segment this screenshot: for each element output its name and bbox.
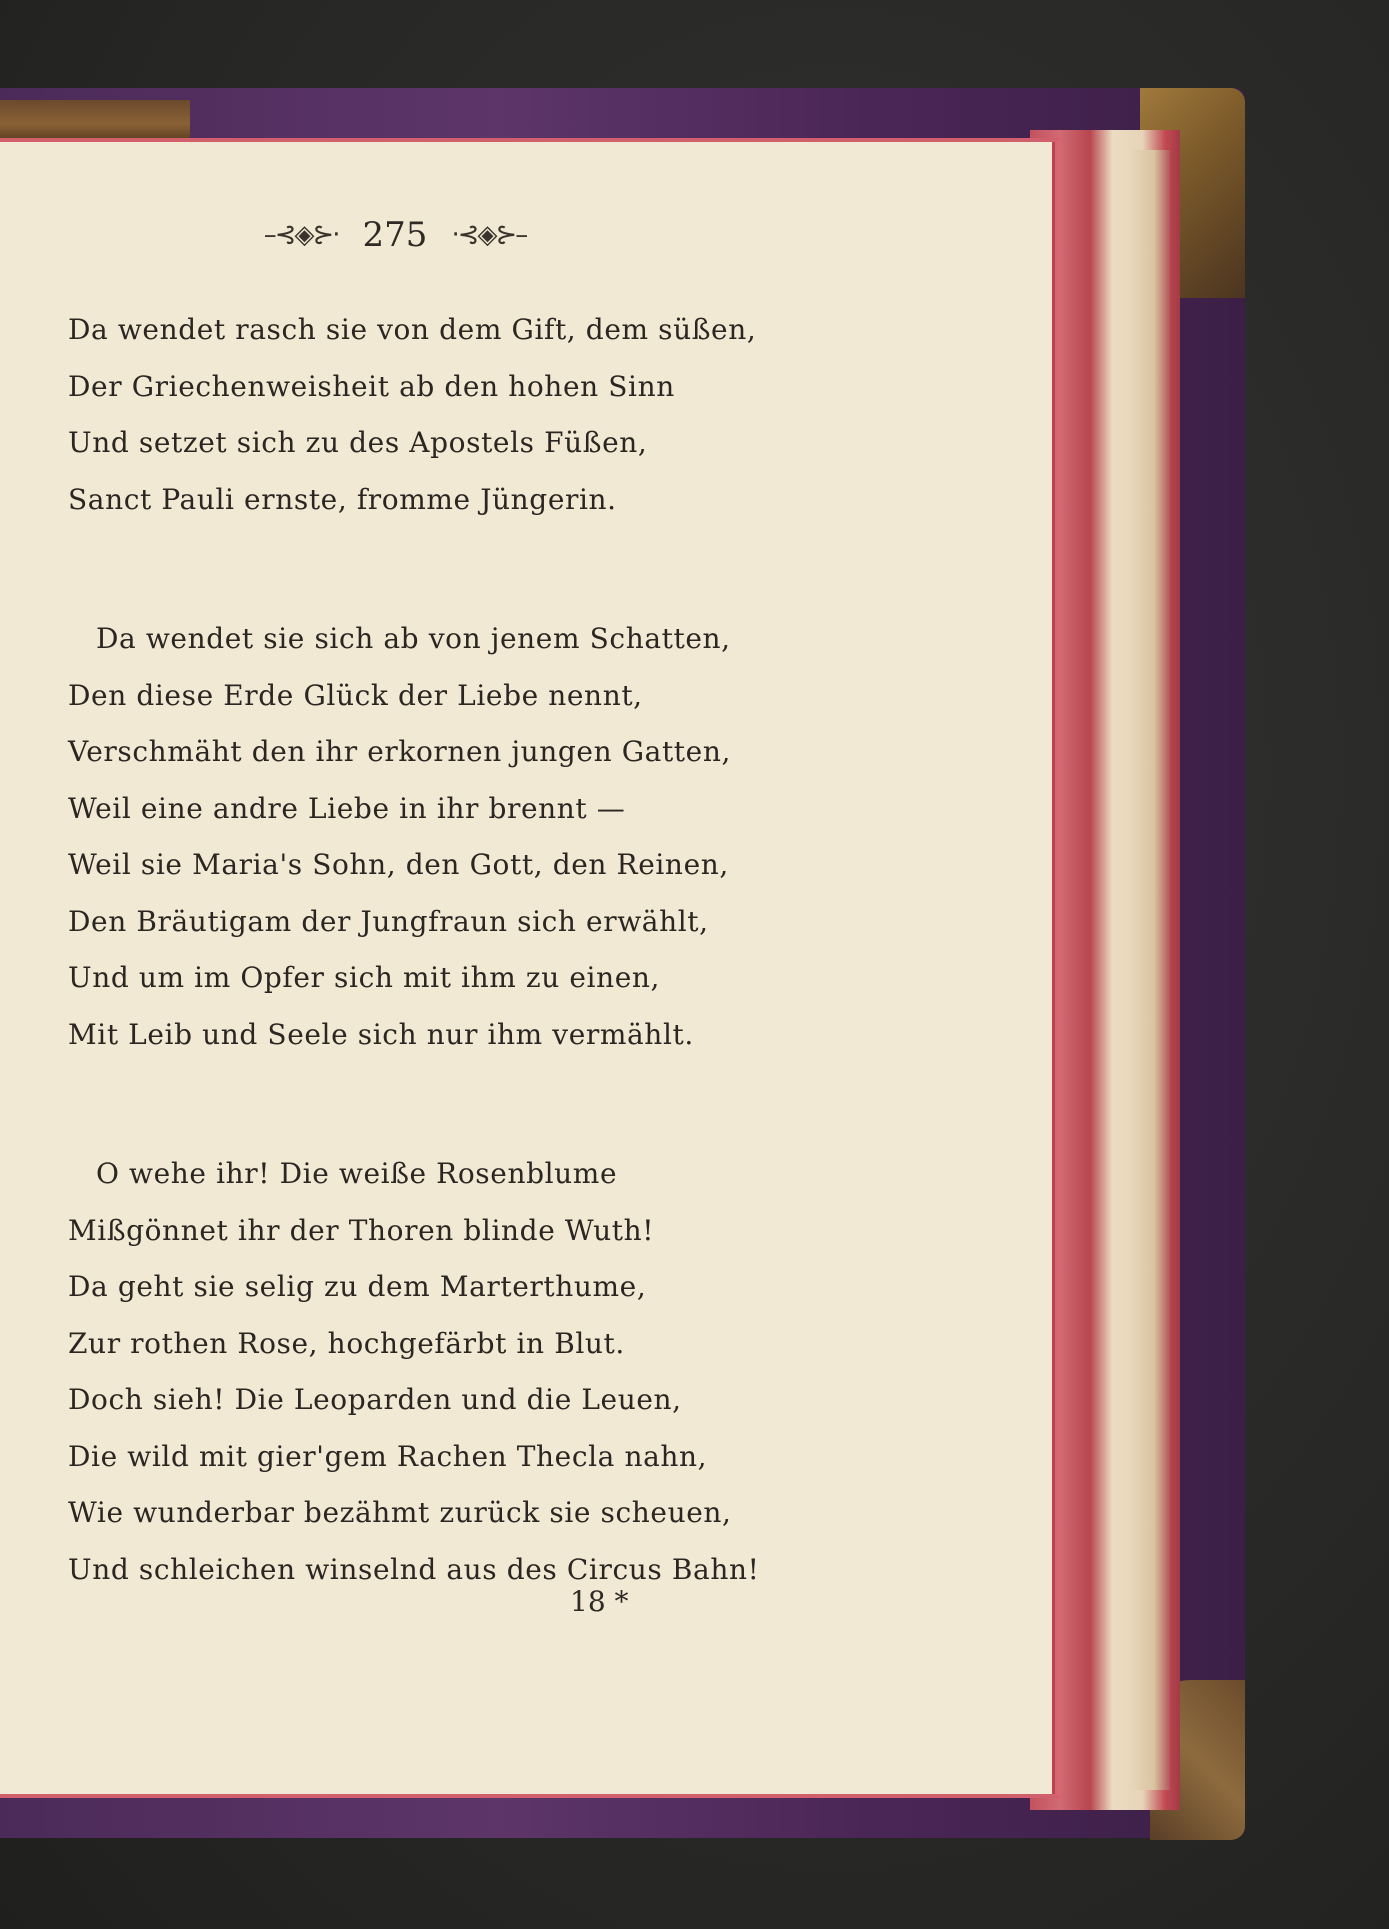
poem-line: Verschmäht den ihr erkornen jungen Gatten, — [68, 735, 731, 768]
poem-line: Den Bräutigam der Jungfraun sich erwählt, — [68, 904, 709, 938]
poem-line: Und um im Opfer sich mit ihm zu einen, — [68, 961, 661, 994]
poem-line: Da wendet rasch sie von dem Gift, dem süßen, — [68, 313, 757, 346]
poem-line: Doch sieh! Die Leoparden und die Leuen, — [68, 1383, 682, 1416]
stanza-3 — [68, 1146, 768, 1598]
poem-line: Und setzet sich zu des Apostels Füßen, — [68, 426, 648, 459]
header-ornament-left: –⊰◈⊱· — [263, 220, 339, 250]
poem-line: Weil sie Maria's Sohn, den Gott, den Reinen, — [68, 848, 729, 881]
poem-line: Die wild mit gier'gem Rachen Thecla nahn, — [68, 1439, 708, 1473]
header-ornament-right: ·⊰◈⊱– — [451, 220, 527, 250]
poem-line: Da wendet sie sich ab von jenem Schatten, — [96, 622, 731, 655]
page-border-rule — [1052, 142, 1055, 1794]
page-header — [230, 210, 560, 260]
page-number: 275 — [362, 215, 428, 255]
poem-line: Mit Leib und Seele sich nur ihm vermählt. — [68, 1017, 694, 1051]
poem-line: Der Griechenweisheit ab den hohen Sinn — [68, 369, 675, 403]
poem-line: Sanct Pauli ernste, fromme Jüngerin. — [68, 482, 617, 516]
poem-line: Mißgönnet ihr der Thoren blinde Wuth! — [68, 1213, 655, 1247]
poem-line: Zur rothen Rose, hochgefärbt in Blut. — [68, 1326, 625, 1360]
poem-line: O wehe ihr! Die weiße Rosenblume — [96, 1157, 618, 1190]
stanza-2 — [68, 611, 768, 1063]
poem-line: Wie wunderbar bezähmt zurück sie scheuen, — [68, 1496, 732, 1529]
poem-line: Da geht sie selig zu dem Marterthume, — [68, 1270, 647, 1303]
poem-line: Und schleichen winselnd aus des Circus Bahn! — [68, 1552, 760, 1586]
stanza-1 — [68, 302, 768, 528]
page-block-fore-edge — [1130, 150, 1170, 1790]
poem-line: Weil eine andre Liebe in ihr brennt — — [68, 791, 626, 825]
cover-spine-leather — [0, 100, 190, 140]
signature-mark: 18 * — [570, 1585, 629, 1618]
poem-line: Den diese Erde Glück der Liebe nennt, — [68, 678, 643, 712]
